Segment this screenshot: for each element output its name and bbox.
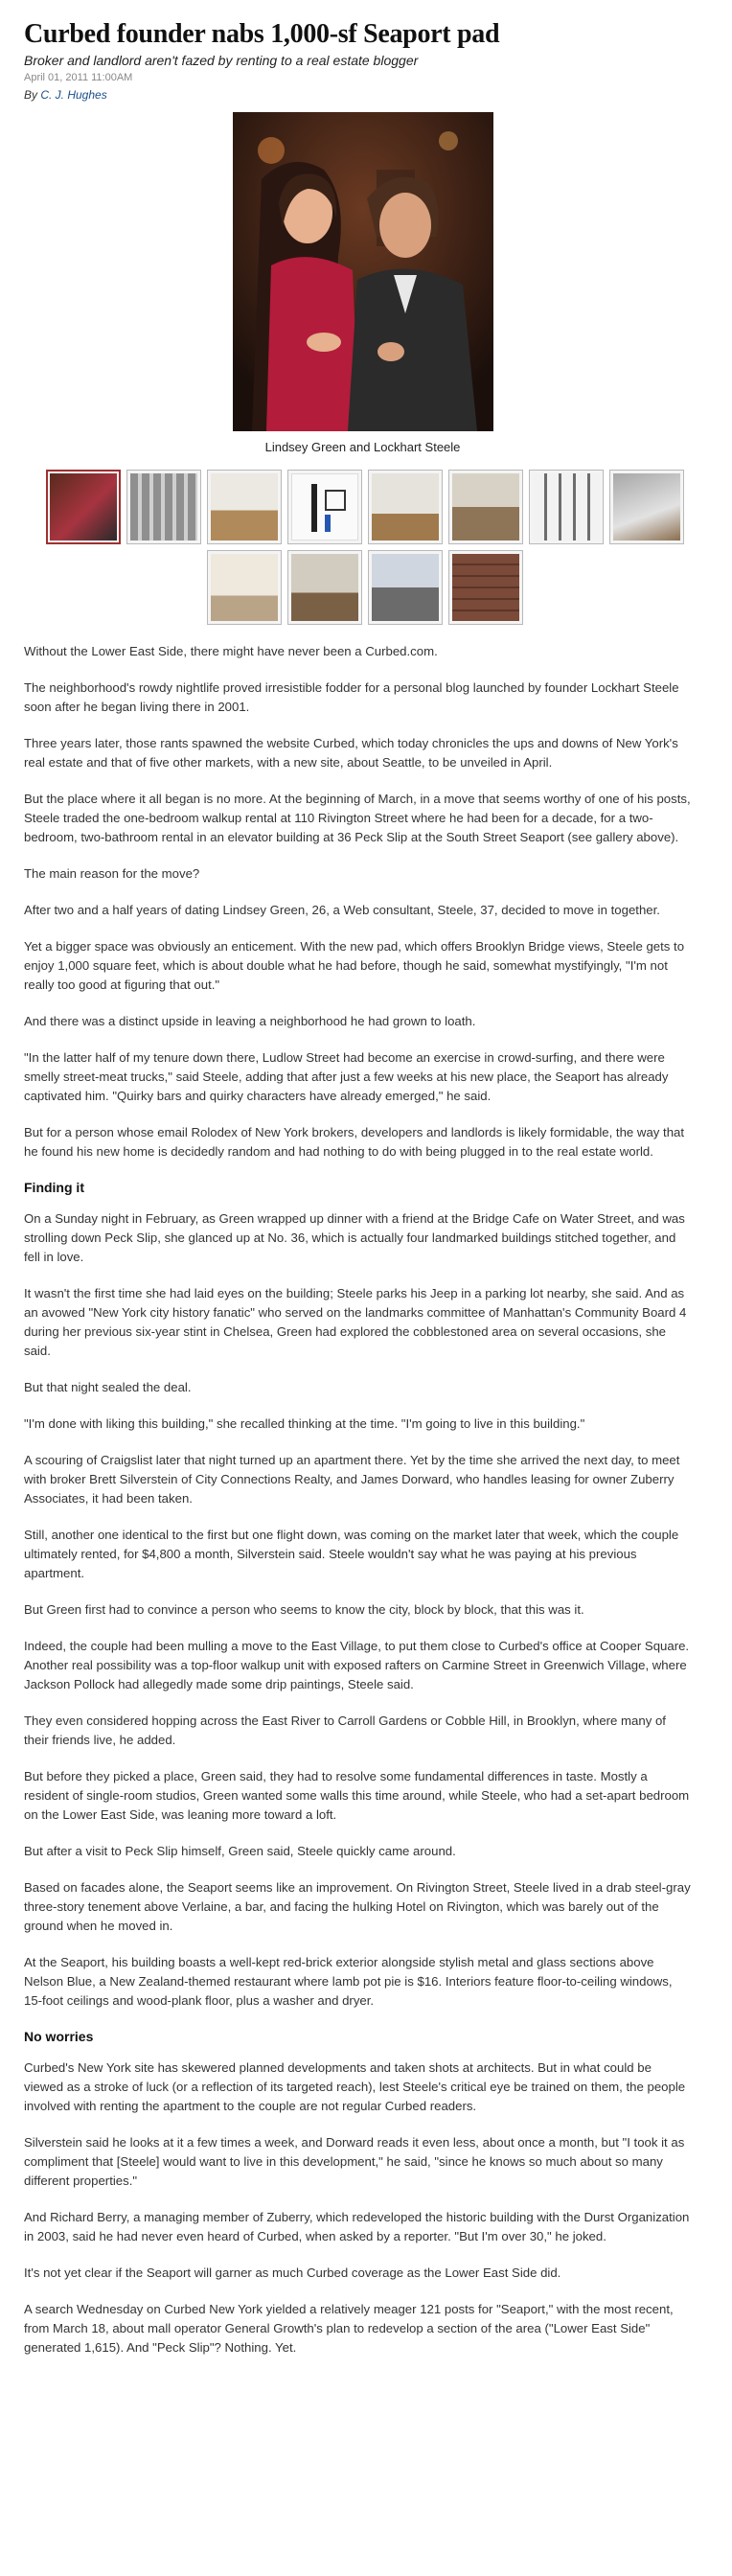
gallery-thumbnail-image [130, 473, 197, 540]
gallery-thumbnail[interactable] [287, 470, 362, 544]
article-headline: Curbed founder nabs 1,000-sf Seaport pad [24, 19, 500, 49]
article-paragraph: But before they picked a place, Green said, they had to resolve some fundamental differences in taste. Mostly a resident of single-room studios, Green wanted some walls this time around, while Steele, who had a set-apart bedroom on the Lower East Side, was leaning more toward a loft. [24, 1769, 690, 1822]
gallery-thumbnail-image [211, 554, 278, 621]
article-paragraph: But for a person whose email Rolodex of New York brokers, developers and landlords is likely formidable, the way that he found his new home is decidedly random and had nothing to do with being plugged in to the real estate world. [24, 1125, 685, 1159]
gallery-thumbnail-image [613, 473, 680, 540]
section-heading: No worries [24, 2029, 94, 2044]
hero-figure [233, 112, 493, 456]
gallery-thumbnail[interactable] [368, 470, 443, 544]
gallery-thumbnail[interactable] [207, 550, 282, 625]
floorplan-marker [325, 515, 331, 532]
article-paragraph: But Green first had to convince a person who seems to know the city, block by block, that this was it. [24, 1602, 584, 1617]
hero-photo-illustration [233, 112, 493, 431]
article-paragraph: But that night sealed the deal. [24, 1380, 192, 1394]
article-paragraph: The main reason for the move? [24, 866, 200, 881]
gallery-thumbnail-image [452, 473, 519, 540]
gallery-thumbnail[interactable] [448, 470, 523, 544]
gallery-thumbnail[interactable] [46, 470, 121, 544]
photo-gallery [24, 470, 706, 625]
gallery-thumbnail-image [533, 473, 600, 540]
section-heading: Finding it [24, 1180, 84, 1195]
hero-photo[interactable] [233, 112, 493, 431]
article-paragraph: But the place where it all began is no more. At the beginning of March, in a move that seems worthy of one of his posts, Steele traded the one-bedroom walkup rental at 110 Rivington Street where he had been for a decade, for a two-bedroom, two-bathroom rental in an elevator building at 36 Peck Slip at the South Street Seaport (see gallery above). [24, 792, 691, 844]
gallery-thumbnail[interactable] [609, 470, 684, 544]
article-paragraph: They even considered hopping across the East River to Carroll Gardens or Cobble Hill, in Brooklyn, where many of their friends live, he added. [24, 1714, 666, 1747]
article-paragraph: A scouring of Craigslist later that night turned up an apartment there. Yet by the time she arrived the next day, to meet with broker Brett Silverstein of City Connections Realty, and James Dorward, who handles leasing for owner Zuberry Associates, it had been taken. [24, 1453, 680, 1506]
gallery-thumbnail-image [291, 554, 358, 621]
article-paragraph: The neighborhood's rowdy nightlife proved irresistible fodder for a personal blog launched by founder Lockhart Steele soon after he began living there in 2001. [24, 680, 679, 714]
article-paragraph: At the Seaport, his building boasts a well-kept red-brick exterior alongside stylish metal and glass sections above Nelson Blue, a New Zealand-themed restaurant where lamb pot pie is $16. Interiors feature floor-to-ceiling windows, 15-foot ceilings and wood-plank floor, plus a washer and dryer. [24, 1955, 673, 2008]
article-paragraph: Without the Lower East Side, there might have never been a Curbed.com. [24, 644, 438, 658]
author-name[interactable]: C. J. Hughes [40, 88, 107, 102]
gallery-thumbnail[interactable] [368, 550, 443, 625]
article-paragraph: A search Wednesday on Curbed New York yielded a relatively meager 121 posts for "Seaport," with the most recent, from March 18, about mall operator General Growth's plan to redevelop a section of the area ("Lower East Side" generated 1,615). And "Peck Slip"? Nothing. Yet. [24, 2302, 674, 2355]
article-paragraph: Still, another one identical to the first but one flight down, was coming on the market later that week, which the couple ultimately rented, for $4,800 a month, Silverstein said. Steele wouldn't say what he was paying at his previous apartment. [24, 1528, 679, 1580]
article-paragraph: It wasn't the first time she had laid eyes on the building; Steele parks his Jeep in a parking lot nearby, she said. And as an avowed "New York city history fanatic" who served on the landmarks committee of Manhattan's Community Board 4 during her previous six-year stint in Chelsea, Green had explored the cobblestoned area on several occasions, she said. [24, 1286, 687, 1358]
gallery-thumbnail[interactable] [126, 470, 201, 544]
gallery-thumbnail[interactable] [287, 550, 362, 625]
article-paragraph: Three years later, those rants spawned the website Curbed, which today chronicles the ups and downs of New York's real estate and that of five other markets, with a new site, about Seattle, to be unveiled in April. [24, 736, 678, 770]
article-subhead: Broker and landlord aren't fazed by renting to a real estate blogger [24, 53, 419, 68]
article-paragraph: Yet a bigger space was obviously an enticement. With the new pad, which offers Brooklyn Bridge views, Steele gets to enjoy 1,000 square feet, which is about double what he had before, though he said, somewhat mystifyingly, "I'm not really too good at figuring that out." [24, 939, 685, 992]
floorplan-wall [311, 484, 317, 532]
byline-prefix: By [24, 88, 41, 102]
article-byline [24, 88, 701, 103]
article-paragraph: And there was a distinct upside in leaving a neighborhood he had grown to loath. [24, 1014, 476, 1028]
article-paragraph: It's not yet clear if the Seaport will garner as much Curbed coverage as the Lower East Side did. [24, 2266, 561, 2280]
article-paragraph: Curbed's New York site has skewered planned developments and taken shots at architects. But in what could be viewed as a stroke of luck (or a reflection of its targeted reach), lest Steele's critical eye be trained on them, the people involved with renting the apartment to the couple are not regular Curbed readers. [24, 2060, 686, 2113]
gallery-thumbnail-image [372, 473, 439, 540]
article-dateline: April 01, 2011 11:00AM [24, 72, 133, 83]
gallery-thumbnail[interactable] [448, 550, 523, 625]
gallery-thumbnail-image [452, 554, 519, 621]
gallery-thumbnail[interactable] [207, 470, 282, 544]
article-body [24, 642, 701, 2358]
article-paragraph: But after a visit to Peck Slip himself, Green said, Steele quickly came around. [24, 1844, 456, 1858]
hero-caption: Lindsey Green and Lockhart Steele [264, 440, 461, 454]
gallery-thumbnail-image [372, 554, 439, 621]
gallery-thumbnail-image [291, 473, 358, 540]
floorplan-room [325, 490, 346, 511]
gallery-thumbnail[interactable] [529, 470, 604, 544]
article-paragraph: And Richard Berry, a managing member of Zuberry, which redeveloped the historic building with the Durst Organization in 2003, said he had never even heard of Curbed, when asked by a reporter. "But I'm over 30," he joked. [24, 2210, 690, 2243]
gallery-thumbnail-image [50, 473, 117, 540]
article-paragraph: Indeed, the couple had been mulling a move to the East Village, to put them close to Curbed's office at Cooper Square. Another real possibility was a top-floor walkup unit with exposed rafters on Carmine Street in Greenwich Village, where Jackson Pollock had allegedly made some drip paintings, Steele said. [24, 1639, 690, 1691]
article-paragraph: After two and a half years of dating Lindsey Green, 26, a Web consultant, Steele, 37, decided to move in together. [24, 903, 660, 917]
gallery-thumbnail-image [211, 473, 278, 540]
article-paragraph: Based on facades alone, the Seaport seems like an improvement. On Rivington Street, Steele lived in a drab steel-gray three-story tenement above Verlaine, a bar, and facing the hulking Hotel on Rivington, which was barely out of the ground when he moved in. [24, 1880, 691, 1933]
article-paragraph: "In the latter half of my tenure down there, Ludlow Street had become an exercise in crowd-surfing, and there were smelly street-meat trucks," said Steele, adding that after just a few weeks at his new place, the Seaport has already captivated him. "Quirky bars and quirky characters have already emerged," he said. [24, 1050, 669, 1103]
article-paragraph: Silverstein said he looks at it a few times a week, and Dorward reads it even less, about once a month, but "I took it as compliment that [Steele] would want to live in this development," he said, "since he knows so much about so many different properties." [24, 2135, 685, 2188]
article-paragraph: On a Sunday night in February, as Green wrapped up dinner with a friend at the Bridge Cafe on Water Street, and was strolling down Peck Slip, she glanced up at No. 36, which is actually four landmarked buildings stitched together, and fell in love. [24, 1211, 685, 1264]
article-paragraph: "I'm done with liking this building," she recalled thinking at the time. "I'm going to live in this building." [24, 1416, 585, 1431]
